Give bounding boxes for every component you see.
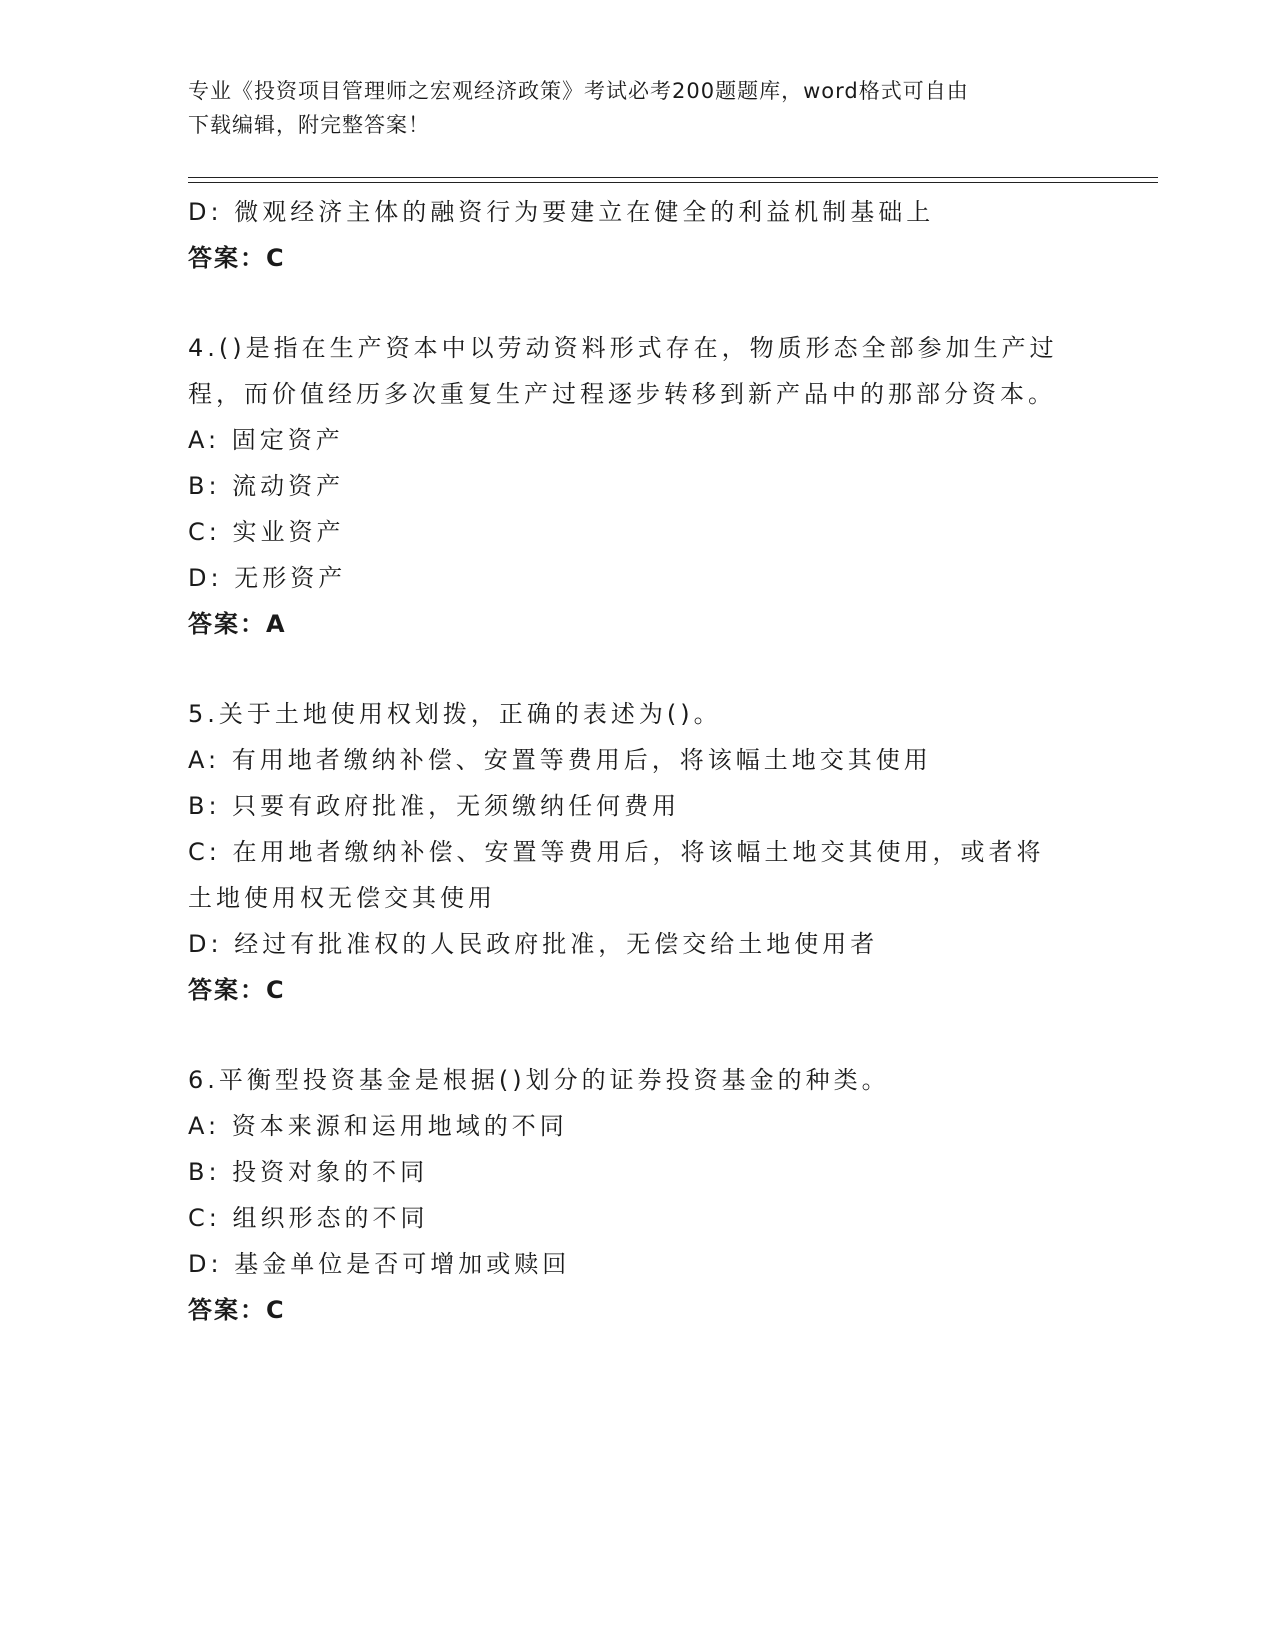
q4-option-b: B: 流动资产 bbox=[188, 472, 345, 500]
question-5 bbox=[188, 691, 1088, 1013]
q4-option-c: C: 实业资产 bbox=[188, 518, 345, 546]
header-rule-bottom bbox=[188, 182, 1158, 183]
question-list bbox=[188, 189, 1088, 1333]
question-6 bbox=[188, 1057, 1088, 1333]
q4-option-d: D: 无形资产 bbox=[188, 564, 347, 592]
q6-answer: 答案：C bbox=[188, 1296, 286, 1324]
q5-option-d: D: 经过有批准权的人民政府批准，无偿交给土地使用者 bbox=[188, 930, 879, 958]
header-title-line2: 下载编辑，附完整答案！ bbox=[188, 113, 430, 137]
header-title-line1: 专业《投资项目管理师之宏观经济政策》考试必考200题题库，word格式可自由 bbox=[188, 79, 969, 103]
q6-question-text: 6.平衡型投资基金是根据()划分的证券投资基金的种类。 bbox=[188, 1066, 890, 1094]
q4-answer: 答案：A bbox=[188, 610, 287, 638]
q5-answer: 答案：C bbox=[188, 976, 286, 1004]
q6-option-a: A: 资本来源和运用地域的不同 bbox=[188, 1112, 568, 1140]
q3-option-d: D: 微观经济主体的融资行为要建立在健全的利益机制基础上 bbox=[188, 198, 935, 226]
q6-option-c: C: 组织形态的不同 bbox=[188, 1204, 429, 1232]
page-header bbox=[188, 74, 1068, 142]
q4-question-text: 4.()是指在生产资本中以劳动资料形式存在，物质形态全部参加生产过程，而价值经历多次重复生产过程逐步转移到新产品中的那部分资本。 bbox=[188, 334, 1058, 408]
header-rule-top bbox=[188, 177, 1158, 178]
q5-option-c: C: 在用地者缴纳补偿、安置等费用后，将该幅土地交其使用，或者将土地使用权无偿交其使用 bbox=[188, 838, 1045, 912]
q6-option-b: B: 投资对象的不同 bbox=[188, 1158, 429, 1186]
q3-answer: 答案：C bbox=[188, 244, 286, 272]
question-3-tail bbox=[188, 189, 1088, 281]
question-4 bbox=[188, 325, 1088, 647]
q5-option-a: A: 有用地者缴纳补偿、安置等费用后，将该幅土地交其使用 bbox=[188, 746, 932, 774]
q5-option-b: B: 只要有政府批准，无须缴纳任何费用 bbox=[188, 792, 681, 820]
q6-option-d: D: 基金单位是否可增加或赎回 bbox=[188, 1250, 571, 1278]
q4-option-a: A: 固定资产 bbox=[188, 426, 344, 454]
q5-question-text: 5.关于土地使用权划拨，正确的表述为()。 bbox=[188, 700, 722, 728]
